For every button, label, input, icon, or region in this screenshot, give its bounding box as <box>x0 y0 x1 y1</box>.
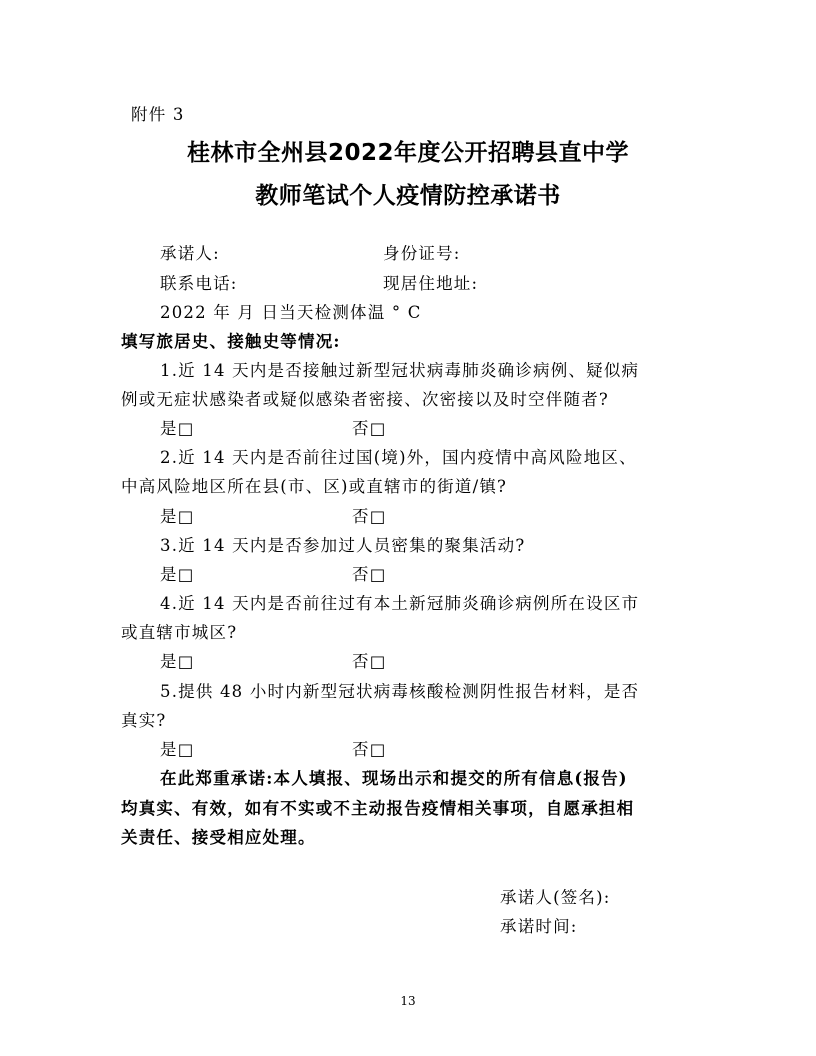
question-4-line-2: 或直辖市城区? <box>121 623 238 642</box>
question-4-yes-checkbox[interactable]: 是□ <box>160 652 195 671</box>
question-1-line-1: 1.近 14 天内是否接触过新型冠状病毒肺炎确诊病例、疑似病 <box>160 361 640 380</box>
question-2-no-checkbox[interactable]: 否□ <box>352 507 387 526</box>
attachment-label: 附件 3 <box>131 105 185 124</box>
id-number-label: 身份证号: <box>383 244 461 263</box>
question-1-yes-checkbox[interactable]: 是□ <box>160 419 195 438</box>
question-1-line-2: 例或无症状感染者或疑似感染者密接、次密接以及时空伴随者? <box>121 390 609 409</box>
question-3-no-checkbox[interactable]: 否□ <box>352 565 387 584</box>
pledge-line-1: 在此郑重承诺:本人填报、现场出示和提交的所有信息(报告) <box>160 769 628 788</box>
address-label: 现居住地址: <box>383 274 479 293</box>
question-3-yes-checkbox[interactable]: 是□ <box>160 565 195 584</box>
signer-label: 承诺人(签名): <box>500 888 611 907</box>
title-line-2: 教师笔试个人疫情防控承诺书 <box>255 183 561 209</box>
question-4-no-checkbox[interactable]: 否□ <box>352 652 387 671</box>
question-5-line-1: 5.提供 48 小时内新型冠状病毒核酸检测阴性报告材料，是否 <box>160 682 640 701</box>
phone-label: 联系电话: <box>160 274 238 293</box>
title-line-1: 桂林市全州县2022年度公开招聘县直中学 <box>186 140 629 166</box>
promiser-label: 承诺人: <box>160 244 220 263</box>
question-5-line-2: 真实? <box>121 711 167 730</box>
temperature-line: 2022 年 月 日当天检测体温 ° C <box>160 303 422 322</box>
pledge-line-3: 关责任、接受相应处理。 <box>121 828 316 847</box>
question-5-no-checkbox[interactable]: 否□ <box>352 740 387 759</box>
question-5-yes-checkbox[interactable]: 是□ <box>160 740 195 759</box>
question-2-line-1: 2.近 14 天内是否前往过国(境)外，国内疫情中高风险地区、 <box>160 448 637 467</box>
page-number: 13 <box>400 994 416 1008</box>
sign-time-label: 承诺时间: <box>500 917 578 936</box>
question-2-yes-checkbox[interactable]: 是□ <box>160 507 195 526</box>
question-2-line-2: 中高风险地区所在县(市、区)或直辖市的街道/镇? <box>121 477 508 496</box>
question-4-line-1: 4.近 14 天内是否前往过有本土新冠肺炎确诊病例所在设区市 <box>160 594 640 613</box>
question-1-no-checkbox[interactable]: 否□ <box>352 419 387 438</box>
pledge-line-2: 均真实、有效，如有不实或不主动报告疫情相关事项，自愿承担相 <box>121 799 635 818</box>
section-heading: 填写旅居史、接触史等情况: <box>121 332 341 351</box>
question-3-line-1: 3.近 14 天内是否参加过人员密集的聚集活动? <box>160 536 526 555</box>
